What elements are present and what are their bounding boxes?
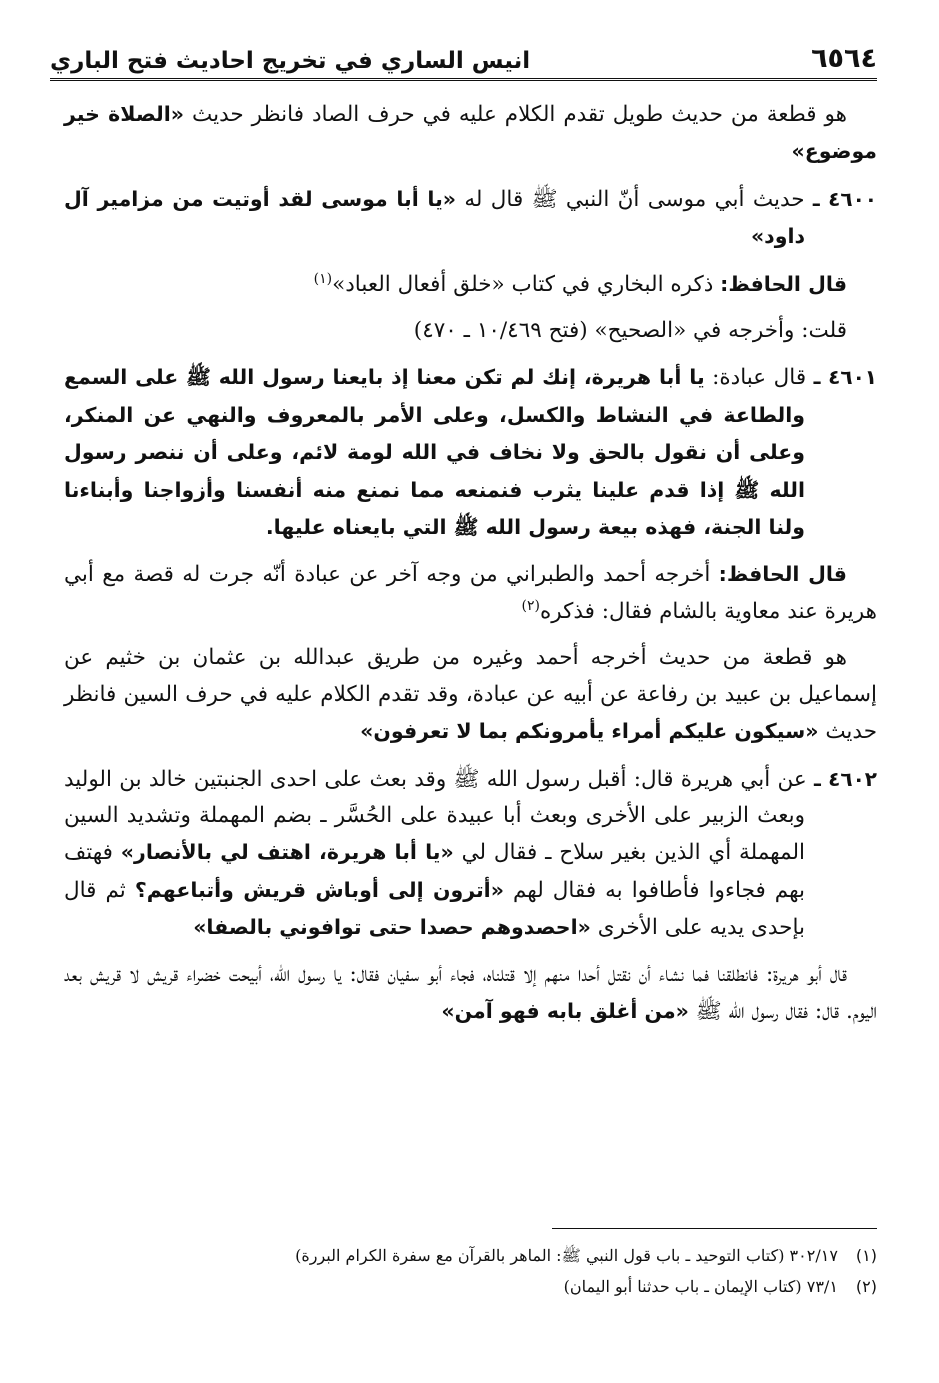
footnote-number: (٢) bbox=[855, 1277, 877, 1296]
hafiz-text: أخرجه أحمد والطبراني من وجه آخر عن عبادة أنّه جرت له قصة مع أبي هريرة عند معاوية بالشام فقال: فذكره bbox=[64, 562, 877, 624]
paragraph-abu-hurayra bbox=[64, 957, 877, 1031]
page-number: ٦٥٦٤ bbox=[811, 43, 877, 74]
hafiz-text: ذكره البخاري في كتاب «خلق أفعال العباد» bbox=[332, 271, 721, 297]
footnote-number: (١) bbox=[855, 1246, 877, 1265]
qultu-note bbox=[64, 313, 877, 349]
footnote-1 bbox=[64, 1240, 877, 1271]
hafiz-comment-1 bbox=[64, 266, 877, 303]
hadith-number: ٤٦٠٠ ـ bbox=[812, 186, 877, 211]
hadith-number: ٤٦٠١ ـ bbox=[813, 365, 877, 390]
hadith-text: قال عبادة: bbox=[704, 365, 814, 391]
paragraph-intro bbox=[64, 96, 877, 171]
hafiz-comment-2 bbox=[64, 556, 877, 630]
hafiz-label: قال الحافظ: bbox=[718, 562, 847, 587]
footnotes bbox=[64, 1240, 877, 1302]
paragraph-text: قال أبو هريرة: فانطلقنا فما نشاء أن نقتل أحدا منهم إلا قتلناه، فجاء أبو سفيان فقال: يا رسول الله، أبيحت خضراء قريش لا قريش بعد اليوم. قال: فقال رسول الله ﷺ bbox=[64, 961, 877, 1024]
footnote-2 bbox=[64, 1271, 877, 1302]
hadith-quote: «الصلاة خير موضوع» bbox=[64, 102, 877, 164]
running-title: انيس الساري في تخريج احاديث فتح الباري bbox=[50, 48, 531, 74]
hadith-4602 bbox=[64, 761, 877, 947]
hafiz-label: قال الحافظ: bbox=[720, 271, 847, 296]
hadith-quote: يا أبا هريرة، إنك لم تكن معنا إذ بايعنا رسول الله ﷺ على السمع والطاعة في النشاط والكسل، وعلى الأمر بالمعروف والنهي عن المنكر، وعلى أن نقول بالحق ولا نخاف في الله لومة لائم، وعلى أن ننصر رسول الله ﷺ إذا قدم علينا يثرب فنمنعه مما نمنع منه أنفسنا وأزواجنا وأبناءنا ولنا الجنة، فهذه بيعة رسول الله ﷺ التي بايعناه عليها. bbox=[64, 365, 805, 540]
footnote-text: ٣٠٢/١٧ (كتاب التوحيد ـ باب قول النبي ﷺ: الماهر بالقرآن مع سفرة الكرام البررة) bbox=[295, 1246, 838, 1265]
note-text: قلت: وأخرجه في «الصحيح» (فتح ١٠/٤٦٩ ـ ٤٧٠) bbox=[413, 318, 847, 344]
footnote-divider bbox=[552, 1228, 877, 1229]
footnote-text: ٧٣/١ (كتاب الإيمان ـ باب حدثنا أبو اليمان) bbox=[563, 1277, 838, 1296]
hadith-text: عن أبي هريرة قال: أقبل رسول الله ﷺ وقد بعث على احدى الجنبتين خالد بن الوليد وبعث الزبير على الأخرى وبعث أبا عبيدة على الحُسَّر ـ بضم المهملة وتشديد السين المهملة أي الذين بغير سلاح ـ فقال لي bbox=[64, 766, 814, 866]
hadith-text: ثم قال بإحدى يديه على الأخرى bbox=[64, 877, 805, 941]
page-body bbox=[64, 96, 877, 1030]
hadith-quote: «من أغلق بابه فهو آمن» bbox=[441, 998, 689, 1023]
paragraph-text: هو قطعة من حديث طويل تقدم الكلام عليه في حرف الصاد فانظر حديث bbox=[184, 102, 848, 127]
hadith-text: حديث أبي موسى أنّ النبي ﷺ قال له bbox=[456, 186, 813, 212]
hadith-quote: «احصدوهم حصدا حتى توافوني بالصفا» bbox=[193, 915, 591, 940]
footnote-ref: (٢) bbox=[521, 597, 540, 614]
hadith-4600 bbox=[64, 181, 877, 256]
footnote-ref: (١) bbox=[313, 270, 333, 287]
hadith-quote: «يا أبا موسى لقد أوتيت من مزامير آل داود» bbox=[64, 186, 805, 249]
page-header bbox=[50, 32, 877, 81]
hadith-quote: «سيكون عليكم أمراء يأمرونكم بما لا تعرفون» bbox=[360, 719, 819, 744]
hadith-quote: «يا أبا هريرة، اهتف لي بالأنصار» bbox=[120, 840, 454, 865]
hadith-quote: «أترون إلى أوباش قريش وأتباعهم؟ bbox=[134, 877, 504, 902]
paragraph-commentary bbox=[64, 640, 877, 750]
hadith-text: فهتف بهم فجاءوا فأطافوا به فقال لهم bbox=[64, 840, 805, 903]
paragraph-text: هو قطعة من حديث أخرجه أحمد وغيره من طريق عبدالله بن عثمان بن خثيم عن إسماعيل بن عبيد بن رفاعة عن أبيه عن عبادة، وقد تقدم الكلام عليه في حرف السين فانظر حديث bbox=[64, 645, 877, 745]
hadith-number: ٤٦٠٢ ـ bbox=[813, 766, 877, 791]
hadith-4601 bbox=[64, 359, 877, 546]
